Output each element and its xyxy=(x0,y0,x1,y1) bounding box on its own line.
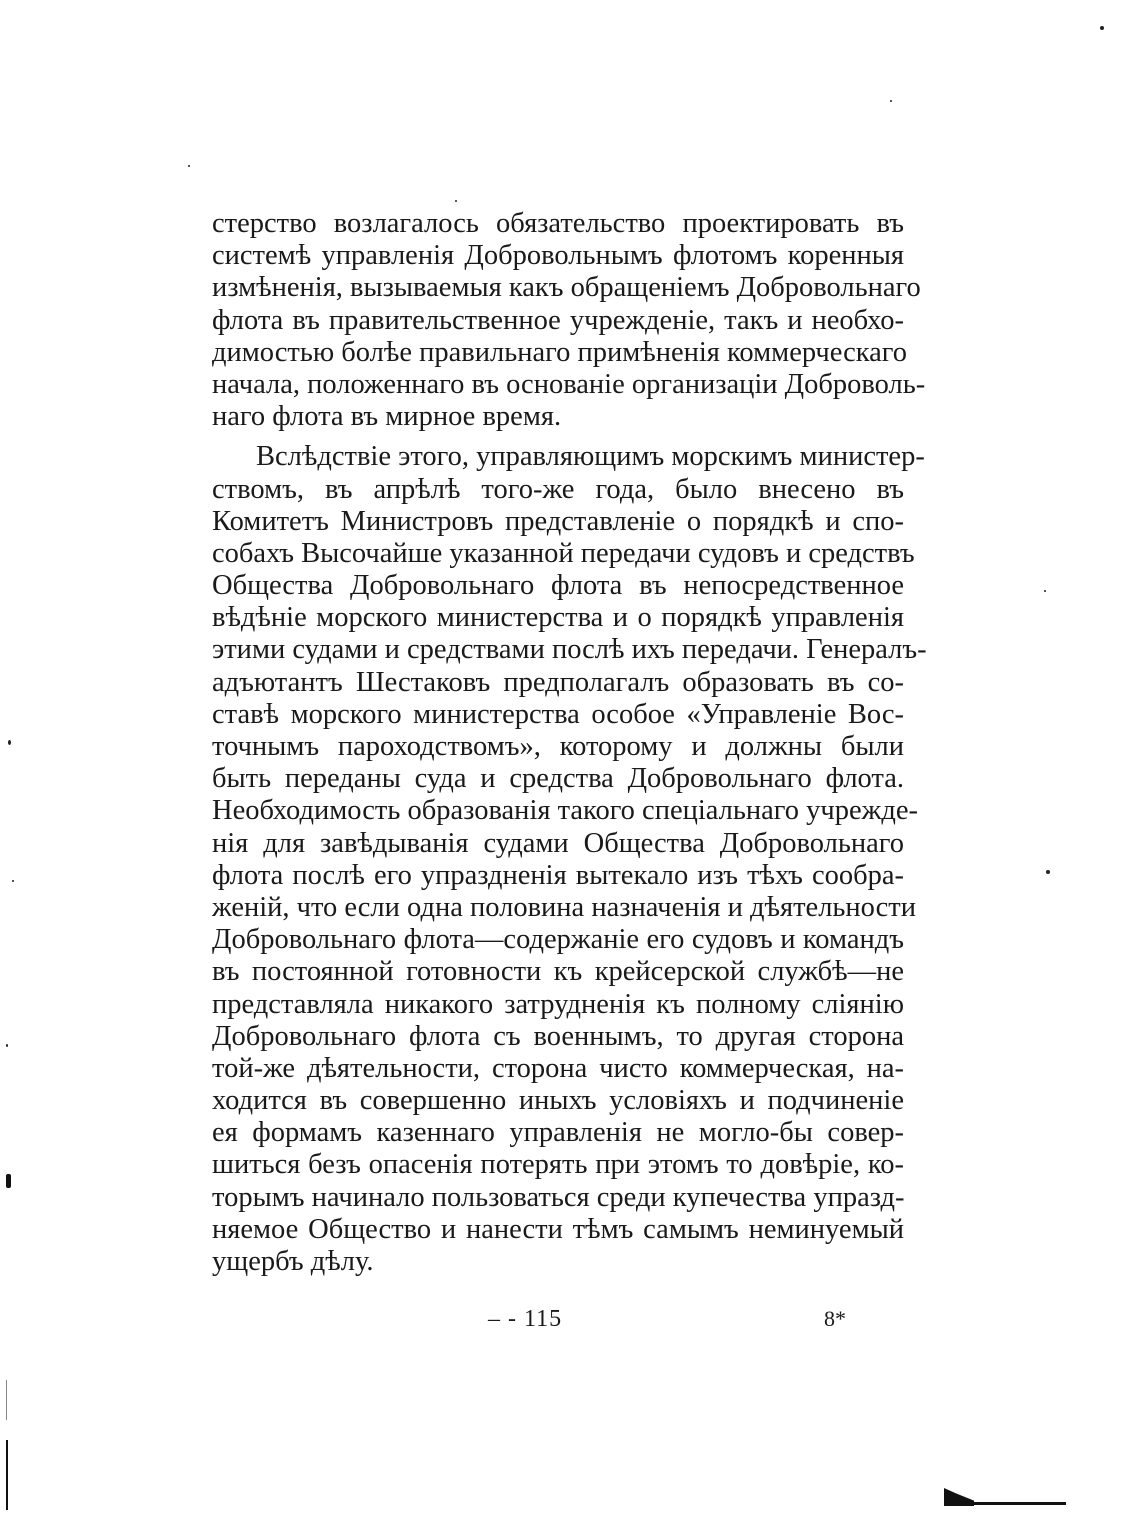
paragraph-2 xyxy=(212,441,927,1278)
text-line: стерство возлагалось обязательство проектировать въ xyxy=(212,208,904,239)
text-line: флота послѣ его упраздненія вытекало изъ тѣхъ сообра- xyxy=(212,859,904,891)
text-line: Вслѣдствіе этого, управляющимъ морскимъ министер- xyxy=(256,441,925,473)
paragraph-1 xyxy=(212,208,926,433)
text-line: Общества Добровольнаго флота въ непосредственное xyxy=(212,570,904,602)
scan-edge-mark xyxy=(6,1174,11,1188)
text-line: няемое Общество и нанести тѣмъ самымъ неминуемый xyxy=(212,1213,904,1245)
text-line: ствомъ, въ апрѣлѣ того-же года, было внесено въ xyxy=(212,473,904,505)
text-line: вѣдѣніе морского министерства и о порядкѣ управленія xyxy=(212,602,904,634)
scan-speck xyxy=(1044,590,1046,592)
scan-speck xyxy=(6,1044,8,1047)
text-line: этими судами и средствами послѣ ихъ передачи. Генералъ- xyxy=(212,634,927,666)
text-line: димостью болѣе правильнаго примѣненія коммерческаго xyxy=(212,336,908,368)
text-line: женій, что если одна половина назначенія и дѣятельности xyxy=(212,891,916,923)
text-line: точнымъ пароходствомъ», которому и должны были xyxy=(212,731,904,762)
text-line: ущербъ дѣлу. xyxy=(212,1246,374,1277)
text-line: Добровольнаго флота съ военнымъ, то другая сторона xyxy=(212,1020,904,1052)
text-line: системѣ управленія Добровольнымъ флотомъ коренныя xyxy=(212,240,904,272)
text-line: наго флота въ мирное время. xyxy=(212,401,562,433)
paragraph-gap xyxy=(212,433,904,441)
scan-speck xyxy=(1046,870,1050,874)
text-line: ея формамъ казеннаго управленія не могло-бы совер- xyxy=(212,1117,904,1149)
text-line: Комитетъ Министровъ представленіе о порядкѣ и спо- xyxy=(212,505,904,537)
text-line: начала, положеннаго въ основаніе организаціи Доброволь- xyxy=(212,368,926,400)
body-text xyxy=(212,208,927,1278)
scan-edge-mark xyxy=(6,1380,7,1420)
scan-speck xyxy=(12,880,14,882)
scan-speck xyxy=(8,740,11,745)
scan-edge-mark xyxy=(970,1502,1066,1505)
text-line: адъютантъ Шестаковъ предполагалъ образовать въ со- xyxy=(212,666,904,698)
text-line: представляла никакого затрудненія къ полному сліянію xyxy=(212,988,904,1020)
text-line: измѣненія, вызываемыя какъ обращеніемъ Добровольнаго xyxy=(212,272,921,304)
text-line: собахъ Высочайше указанной передачи судовъ и средствъ xyxy=(212,537,915,569)
text-line: быть переданы суда и средства Добровольнаго флота. xyxy=(212,763,904,795)
signature-mark: 8* xyxy=(824,1306,846,1331)
text-line: ходится въ совершенно иныхъ условіяхъ и подчиненіе xyxy=(212,1085,904,1117)
page-number: – - 115 xyxy=(488,1306,563,1332)
scan-speck xyxy=(1100,26,1104,30)
scan-speck xyxy=(455,200,457,202)
text-line: флота въ правительственное учрежденіе, такъ и необхо- xyxy=(212,304,904,336)
scan-speck xyxy=(188,165,190,167)
text-line: Необходимость образованія такого спеціальнаго учрежде- xyxy=(212,795,918,827)
scan-speck xyxy=(890,100,892,102)
text-line: той-же дѣятельности, сторона чисто коммерческая, на- xyxy=(212,1052,904,1084)
scan-edge-mark xyxy=(6,1440,8,1510)
text-line: нія для завѣдыванія судами Общества Добровольнаго xyxy=(212,827,904,859)
text-line: шиться безъ опасенія потерять при этомъ то довѣріе, ко- xyxy=(212,1149,904,1181)
text-line: въ постоянной готовности къ крейсерской службѣ—не xyxy=(212,956,904,988)
text-line: торымъ начинало пользоваться среди купечества упразд- xyxy=(212,1181,905,1213)
text-line: ставѣ морского министерства особое «Управленіе Вос- xyxy=(212,698,904,730)
text-line: Добровольнаго флота—содержаніе его судовъ и командъ xyxy=(212,924,904,956)
